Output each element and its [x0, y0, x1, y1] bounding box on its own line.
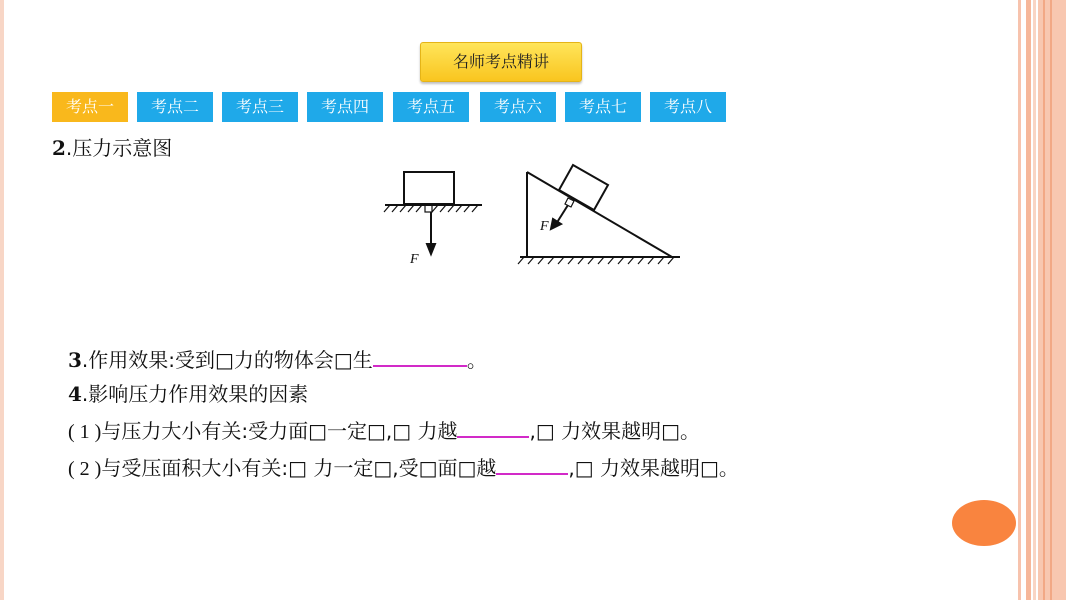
tab-7[interactable]: 考点七 — [565, 92, 641, 122]
item-2-heading: 2.压力示意图 — [52, 136, 173, 160]
tab-4[interactable]: 考点四 — [307, 92, 383, 122]
answer-blank-3[interactable] — [496, 455, 568, 475]
sub-item-2: ( 2 )与受压面积大小有关:□ 力一定□,受□面□越 ,□ 力效果越明□。 — [68, 456, 739, 480]
tab-3[interactable]: 考点三 — [222, 92, 298, 122]
decor-circle — [952, 500, 1016, 546]
item-4-heading: 4.影响压力作用效果的因素 — [68, 382, 309, 406]
sub-item-1: ( 1 )与压力大小有关:受力面□一定□,□ 力越 ,□ 力效果越明□。 — [68, 419, 700, 443]
force-label-right: F — [540, 219, 549, 234]
tab-6[interactable]: 考点六 — [480, 92, 556, 122]
tab-1[interactable]: 考点一 — [52, 92, 128, 122]
force-label-left: F — [410, 252, 419, 267]
tab-5[interactable]: 考点五 — [393, 92, 469, 122]
tab-2[interactable]: 考点二 — [137, 92, 213, 122]
answer-blank-2[interactable] — [457, 418, 529, 438]
title-button[interactable]: 名师考点精讲 — [420, 42, 582, 82]
answer-blank-1[interactable] — [373, 347, 467, 367]
tab-8[interactable]: 考点八 — [650, 92, 726, 122]
item-3-text: 3.作用效果:受到□力的物体会□生 。 — [68, 348, 487, 372]
